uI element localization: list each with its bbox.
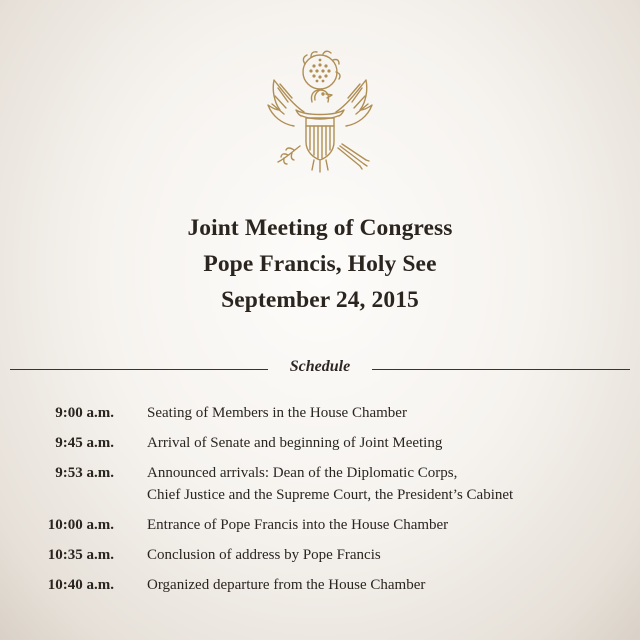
schedule-time: 9:45 a.m.: [55, 435, 114, 451]
schedule-description-line: Chief Justice and the Supreme Court, the President’s Cabinet: [147, 487, 514, 503]
schedule-heading: Schedule: [289, 358, 351, 375]
schedule-row: [0, 462, 640, 514]
schedule-header: [0, 357, 640, 381]
schedule-description: [147, 544, 627, 566]
schedule-description-line: Organized departure from the House Chamber: [147, 577, 426, 593]
schedule-row: [0, 402, 640, 432]
schedule-row: [0, 574, 640, 604]
event-date: September 24, 2015: [221, 287, 419, 313]
schedule-description-line: Announced arrivals: Dean of the Diplomatic Corps,: [147, 465, 458, 481]
divider-left: [10, 369, 268, 370]
schedule-description: [147, 402, 627, 424]
great-seal-eagle-icon: [248, 50, 392, 178]
title-block: [0, 210, 640, 318]
schedule-row: [0, 514, 640, 544]
schedule-description: [147, 574, 627, 596]
divider-right: [372, 369, 630, 370]
schedule-description-line: Entrance of Pope Francis into the House Chamber: [147, 517, 449, 533]
schedule-time: 10:00 a.m.: [47, 517, 114, 533]
schedule-description-line: Conclusion of address by Pope Francis: [147, 547, 381, 563]
schedule-time: 9:53 a.m.: [55, 465, 114, 481]
schedule-description-line: Seating of Members in the House Chamber: [147, 405, 407, 421]
event-title: Joint Meeting of Congress: [187, 215, 453, 241]
schedule-description: [147, 432, 627, 454]
schedule-time: 9:00 a.m.: [55, 405, 114, 421]
guest-name: Pope Francis, Holy See: [203, 251, 437, 277]
schedule-row: [0, 544, 640, 574]
schedule-time: 10:40 a.m.: [47, 577, 114, 593]
schedule-description-line: Arrival of Senate and beginning of Joint Meeting: [147, 435, 443, 451]
schedule-description: [147, 514, 627, 536]
schedule-time: 10:35 a.m.: [47, 547, 114, 563]
schedule-row: [0, 432, 640, 462]
schedule-list: [0, 402, 640, 604]
schedule-description: [147, 462, 627, 506]
